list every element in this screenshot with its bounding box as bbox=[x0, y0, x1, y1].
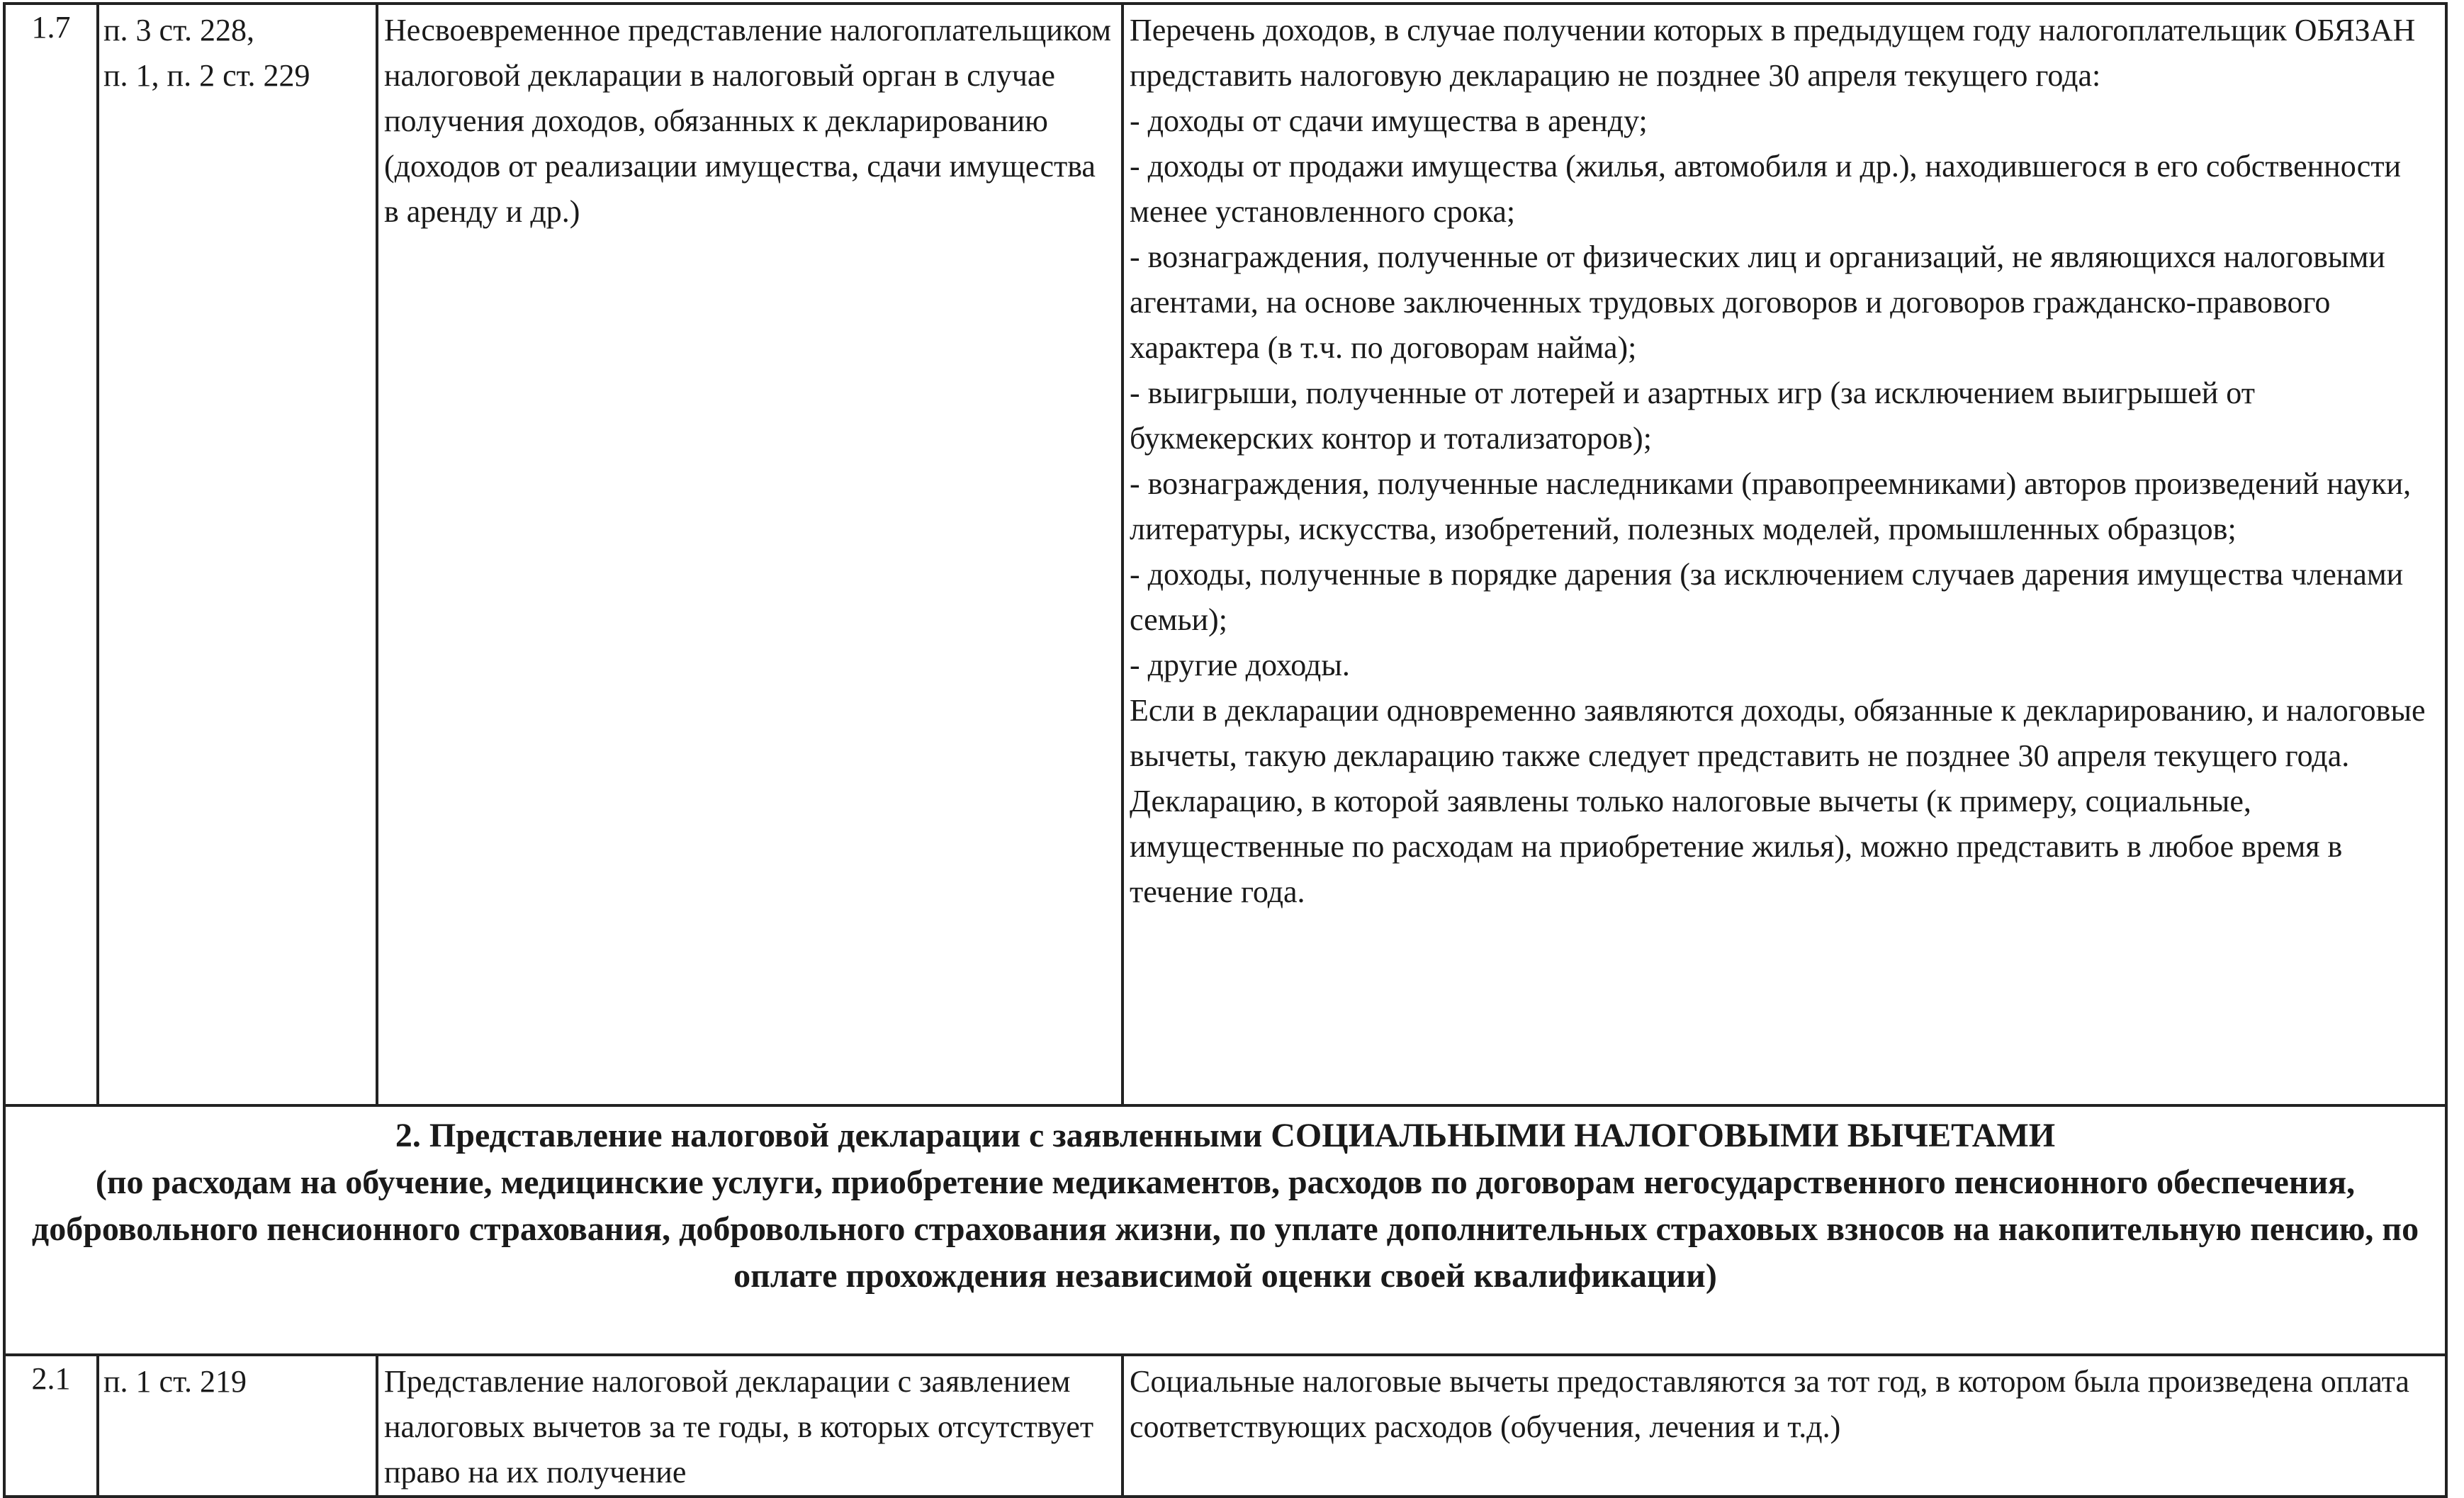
explanation-text: Социальные налоговые вычеты предоставляются за тот год, в котором была произведена оплата соответствующих расходов (обучения, лечения и т.д.) bbox=[1130, 1364, 2409, 1444]
explanation-list-item: - другие доходы. bbox=[1130, 648, 1350, 682]
explanation-list-item: - доходы от продажи имущества (жилья, автомобиля и др.), находившегося в его собственности менее установленного срока; bbox=[1130, 149, 2402, 229]
explanation-text bbox=[1124, 5, 2445, 915]
article-reference-cell bbox=[98, 1355, 377, 1497]
explanation-cell bbox=[1123, 4, 2446, 1105]
row-number: 2.1 bbox=[31, 1361, 71, 1396]
violation-description: Несвоевременное представление налогоплательщиком налоговой декларации в налоговый орган в случае получения доходов, обязанных к декларированию (доходов от реализации имущества, сдачи имущества в аренду и др.) bbox=[384, 13, 1111, 229]
section-heading bbox=[6, 1107, 2445, 1307]
violation-description: Представление налоговой декларации с заявлением налоговых вычетов за те годы, в которых отсутствует право на их получение bbox=[384, 1364, 1094, 1489]
article-reference bbox=[99, 5, 376, 98]
explanation-list-item: - доходы, полученные в порядке дарения (за исключением случаев дарения имущества членами семьи); bbox=[1130, 557, 2404, 637]
article-reference-cell bbox=[98, 4, 377, 1105]
table-row-2-1 bbox=[4, 1355, 2446, 1497]
section-title: 2. Представление налоговой декларации с заявленными СОЦИАЛЬНЫМИ НАЛОГОВЫМИ ВЫЧЕТАМИ bbox=[395, 1117, 2056, 1154]
violation-description-cell bbox=[377, 1355, 1123, 1497]
section-header-cell bbox=[4, 1105, 2446, 1355]
section-subtitle: (по расходам на обучение, медицинские услуги, приобретение медикаментов, расходов по договорам негосударственного пенсионного обеспечения, добровольного пенсионного страхования, добровольного страхования жизни, по уплате дополнительных страховых взносов на накопительную пенсию, по оплате прохождения независимой оценки своей квалификации) bbox=[31, 1164, 2419, 1295]
explanation-paragraph: Декларацию, в которой заявлены только налоговые вычеты (к примеру, социальные, имущественные по расходам на приобретение жилья), можно представить в любое время в течение года. bbox=[1130, 784, 2343, 909]
tax-violations-table bbox=[3, 2, 2448, 1498]
explanation-list-item: - доходы от сдачи имущества в аренду; bbox=[1130, 103, 1648, 138]
explanation-paragraph: Перечень доходов, в случае получении которых в предыдущем году налогоплательщик ОБЯЗАН представить налоговую декларацию не позднее 30 апреля текущего года: bbox=[1130, 13, 2416, 93]
violation-description-cell bbox=[377, 4, 1123, 1105]
article-reference: п. 1 ст. 219 bbox=[103, 1364, 247, 1399]
row-number-cell bbox=[4, 1355, 98, 1497]
article-reference-line: п. 3 ст. 228, bbox=[103, 13, 254, 47]
explanation-cell bbox=[1123, 1355, 2446, 1497]
explanation-list-item: - вознаграждения, полученные наследниками (правопреемниками) авторов произведений науки, литературы, искусства, изобретений, полезных моделей, промышленных образцов; bbox=[1130, 466, 2412, 546]
explanation-list-item: - вознаграждения, полученные от физических лиц и организаций, не являющихся налоговыми агентами, на основе заключенных трудовых договоров и договоров гражданско-правового характера (в т.ч. по договорам найма); bbox=[1130, 240, 2385, 365]
row-number: 1.7 bbox=[31, 10, 71, 45]
explanation-paragraph: Если в декларации одновременно заявляются доходы, обязанные к декларированию, и налоговые вычеты, такую декларацию также следует представить не позднее 30 апреля текущего года. bbox=[1130, 693, 2426, 773]
explanation-list-item: - выигрыши, полученные от лотерей и азартных игр (за исключением выигрышей от букмекерских контор и тотализаторов); bbox=[1130, 376, 2255, 456]
row-number-cell bbox=[4, 4, 98, 1105]
article-reference-line: п. 1, п. 2 ст. 229 bbox=[103, 58, 310, 93]
section-header-row bbox=[4, 1105, 2446, 1355]
table-row-1-7 bbox=[4, 4, 2446, 1105]
